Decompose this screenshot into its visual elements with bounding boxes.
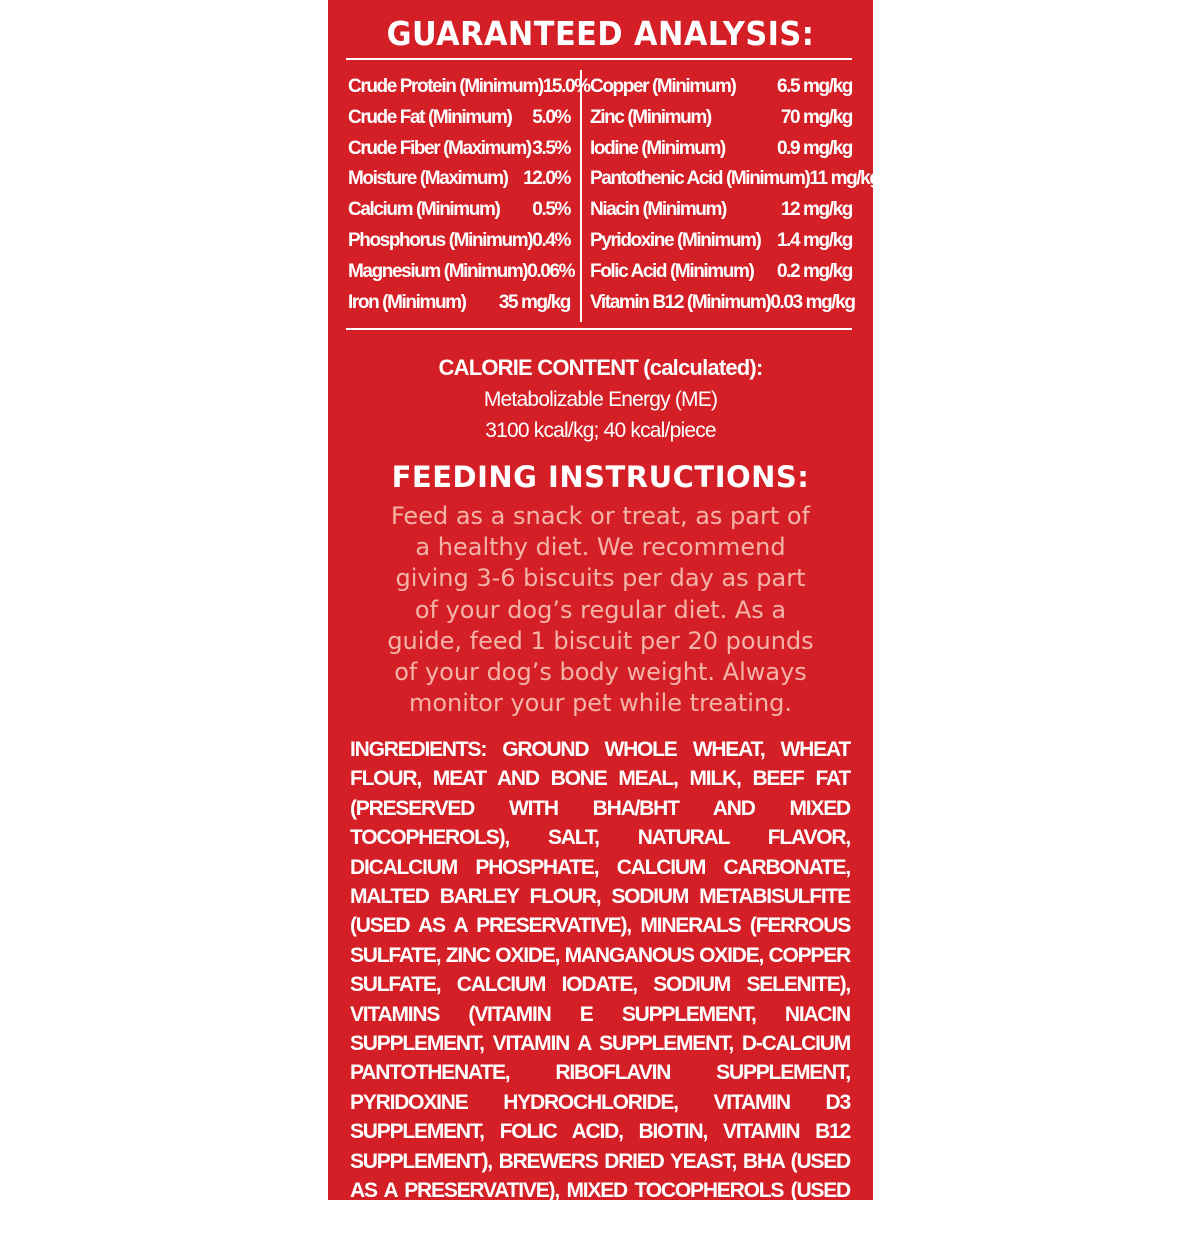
feeding-line: guide, feed 1 biscuit per 20 pounds <box>387 626 814 655</box>
feeding-line: giving 3-6 biscuits per day as part <box>395 564 806 593</box>
analysis-row <box>590 164 880 195</box>
nutrient-value: 12.0% <box>523 168 570 190</box>
analysis-row <box>348 288 570 319</box>
feeding-line: of your dog’s body weight. Always <box>394 658 807 687</box>
analysis-row <box>348 72 590 103</box>
nutrient-value: 35 mg/kg <box>498 291 570 313</box>
nutrient-label: Crude Protein (Minimum) <box>348 76 543 97</box>
nutrient-value: 12 mg/kg <box>780 199 852 221</box>
analysis-row <box>590 257 852 288</box>
nutrient-label: Pyridoxine (Minimum) <box>590 229 761 251</box>
analysis-row <box>348 195 570 226</box>
nutrient-label: Vitamin B12 (Minimum) <box>590 291 771 313</box>
analysis-row <box>348 226 570 257</box>
nutrient-value: 11 mg/kg <box>809 168 880 190</box>
nutrient-label: Iron (Minimum) <box>348 291 466 313</box>
nutrient-label: Iodine (Minimum) <box>590 137 725 159</box>
nutrient-value: 70 mg/kg <box>780 106 852 128</box>
ingredients-block <box>350 735 850 1235</box>
feeding-line: monitor your pet while treating. <box>408 689 793 718</box>
ingredients-label: INGREDIENTS: <box>350 738 487 761</box>
nutrient-label: Zinc (Minimum) <box>590 106 711 128</box>
feeding-instructions-text <box>342 501 859 719</box>
analysis-row <box>348 103 570 134</box>
nutrient-label: Phosphorus (Minimum) <box>348 229 533 251</box>
nutrient-label: Copper (Minimum) <box>590 76 736 97</box>
label-panel <box>328 0 880 1232</box>
nutrient-label: Calcium (Minimum) <box>348 199 500 221</box>
analysis-row <box>590 195 852 226</box>
analysis-row <box>590 134 852 165</box>
nutrient-value: 3.5% <box>532 137 570 159</box>
nutrient-value: 1.4 mg/kg <box>776 229 852 251</box>
nutrient-label: Niacin (Minimum) <box>590 199 726 221</box>
analysis-left-column <box>348 72 590 318</box>
calorie-heading: CALORIE CONTENT (calculated): <box>438 355 763 380</box>
nutrient-value: 6.5 mg/kg <box>776 76 852 97</box>
nutrient-value: 0.9 mg/kg <box>776 137 852 159</box>
nutrient-value: 5.0% <box>532 106 570 128</box>
nutrient-label: Folic Acid (Minimum) <box>590 260 754 282</box>
nutrient-value: 0.5% <box>532 199 570 221</box>
nutrient-label: Pantothenic Acid (Minimum) <box>590 168 810 190</box>
analysis-row <box>590 103 852 134</box>
analysis-row <box>590 288 855 319</box>
feeding-line: a healthy diet. We recommend <box>415 533 786 562</box>
analysis-bottom-rule <box>346 328 852 330</box>
nutrient-label: Crude Fiber (Maximum) <box>348 137 531 159</box>
nutrient-label: Moisture (Maximum) <box>348 168 508 190</box>
analysis-row <box>590 72 852 103</box>
nutrient-value: 15.0% <box>542 76 590 97</box>
analysis-top-rule <box>346 58 852 60</box>
analysis-row <box>348 164 570 195</box>
nutrient-value: 0.03 mg/kg <box>770 291 855 313</box>
calorie-content <box>328 352 873 446</box>
nutrient-label: Crude Fat (Minimum) <box>348 106 512 128</box>
feeding-line: of your dog’s regular diet. As a <box>414 595 787 624</box>
calorie-me-line: Metabolizable Energy (ME) <box>483 388 718 411</box>
nutrient-value: 0.06% <box>527 260 575 282</box>
analysis-right-column <box>590 72 880 318</box>
analysis-column-divider <box>580 70 582 322</box>
analysis-row <box>348 134 570 165</box>
product-code: NP05 <box>802 1208 850 1232</box>
nutrient-label: Magnesium (Minimum) <box>348 260 528 282</box>
nutrient-value: 0.2 mg/kg <box>776 260 852 282</box>
ingredients-text: GROUND WHOLE WHEAT, WHEAT FLOUR, MEAT AND BONE MEAL, MILK, BEEF FAT (PRESERVED WITH BHA/BHT AND MIXED TOCOPHEROLS), SALT, NATURAL FLAVOR, DICALCIUM PHOSPHATE, CALCIUM CARBONATE, MALTED BARLEY FLOUR, SODIUM METABISULFITE (USED AS A PRESERVATIVE), MINERALS (FERROUS SULFATE, ZINC OXIDE, MANGANOUS OXIDE, COPPER SULFATE, CALCIUM IODATE, SODIUM SELENITE), VITAMINS (VITAMIN E SUPPLEMENT, NIACIN SUPPLEMENT, VITAMIN A SUPPLEMENT, D-CALCIUM PANTOTHENATE, RIBOFLAVIN SUPPLEMENT, PYRIDOXINE HYDROCHLORIDE, VITAMIN D3 SUPPLEMENT, FOLIC ACID, BIOTIN, VITAMIN B12 SUPPLEMENT), BREWERS DRIED YEAST, BHA (USED AS A PRESERVATIVE), MIXED TOCOPHEROLS (USED AS A PRESERVATIVE), ROSEMARY EXTRACT. <box>350 738 850 1232</box>
analysis-row <box>348 257 575 288</box>
analysis-row <box>590 226 852 257</box>
calorie-value-line: 3100 kcal/kg; 40 kcal/piece <box>485 419 716 442</box>
feeding-line: Feed as a snack or treat, as part of <box>390 502 811 530</box>
feeding-instructions-title: FEEDING INSTRUCTIONS: <box>391 460 810 494</box>
nutrient-value: 0.4% <box>532 229 570 251</box>
guaranteed-analysis-title: GUARANTEED ANALYSIS: <box>386 14 815 53</box>
